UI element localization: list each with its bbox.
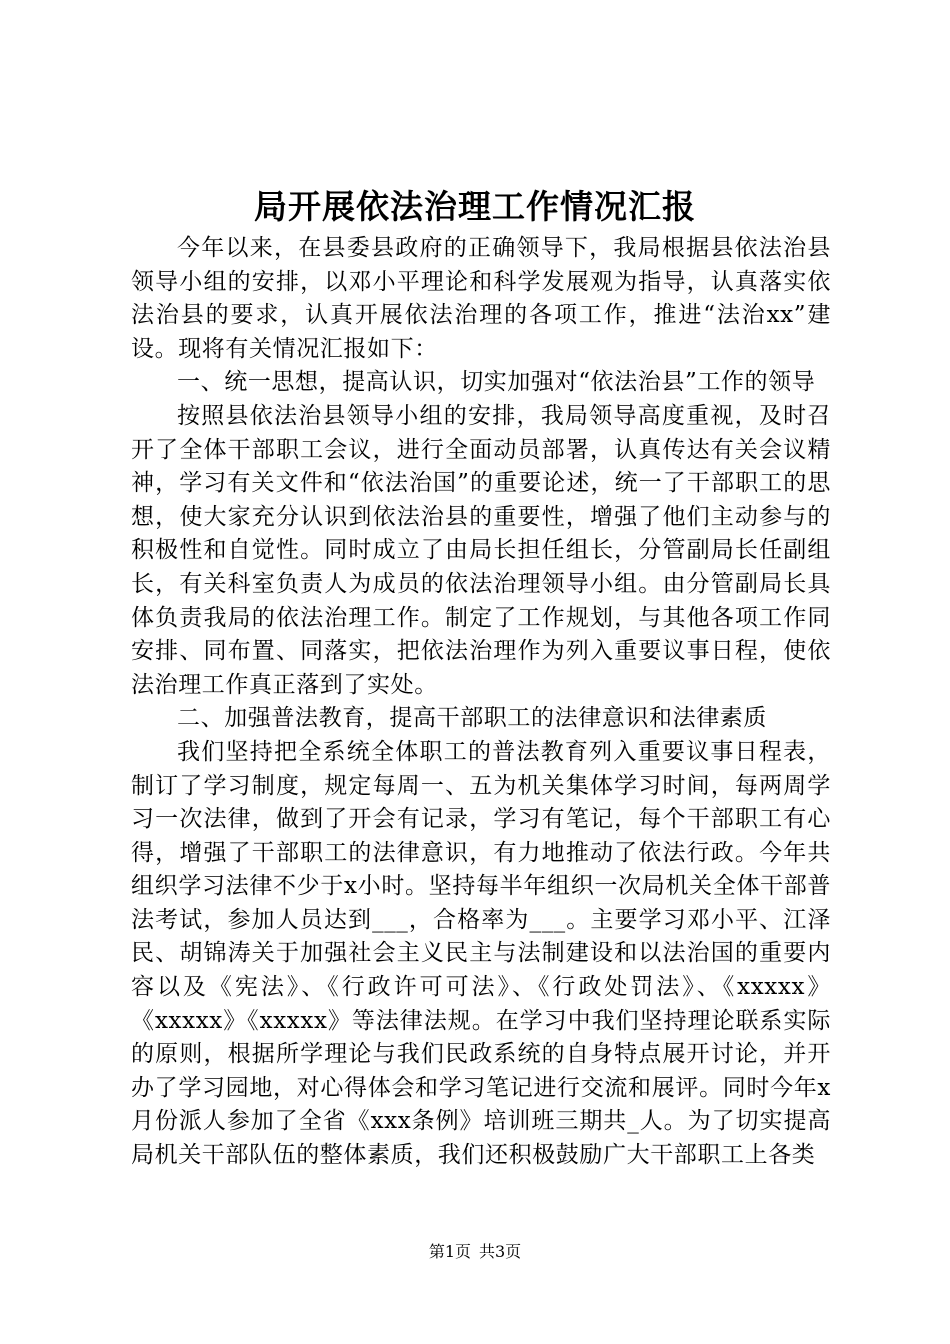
section-heading-1: 一、统一思想，提高认识，切实加强对“依法治县”工作的领导 <box>177 369 816 396</box>
document-body <box>131 232 831 1173</box>
paragraph-intro: 今年以来，在县委县政府的正确领导下，我局根据县依法治县领导小组的安排，以邓小平理论和科学发展观为指导，认真落实依法治县的要求，认真开展依法治理的各项工作，推进“法治xx”建设。现将有关情况汇报如下： <box>131 235 831 362</box>
page-total: 共3页 <box>479 1242 522 1261</box>
document-title: 局开展依法治理工作情况汇报 <box>254 187 696 226</box>
section-heading-2: 二、加强普法教育，提高干部职工的法律意识和法律素质 <box>177 705 767 732</box>
paragraph-section-2: 我们坚持把全系统全体职工的普法教育列入重要议事日程表，制订了学习制度，规定每周一、五为机关集体学习时间，每两周学习一次法律，做到了开会有记录，学习有笔记，每个干部职工有心得，增强了干部职工的法律意识，有力地推动了依法行政。今年共组织学习法律不少于x小时。坚持每半年组织一次局机关全体干部普法考试，参加人员达到___，合格率为___。主要学习邓小平、江泽民、胡锦涛关于加强社会主义民主与法制建设和以法治国的重要内容以及《宪法》、《行政许可可法》、《行政处罚法》、《xxxxx》《xxxxx》《xxxxx》等法律法规。在学习中我们坚持理论联系实际的原则，根据所学理论与我们民政系统的自身特点展开讨论，并开办了学习园地，对心得体会和学习笔记进行交流和展评。同时今年x月份派人参加了全省《xxx条例》培训班三期共_人。为了切实提高局机关干部队伍的整体素质，我们还积极鼓励广大干部职工上各类 <box>131 738 831 1169</box>
page-number: 第1页 <box>428 1242 471 1261</box>
paragraph-section-1: 按照县依法治县领导小组的安排，我局领导高度重视，及时召开了全体干部职工会议，进行全面动员部署，认真传达有关会议精神，学习有关文件和“依法治国”的重要论述，统一了干部职工的思想，使大家充分认识到依法治县的重要性，增强了他们主动参与的积极性和自觉性。同时成立了由局长担任组长，分管副局长任副组长，有关科室负责人为成员的依法治理领导小组。由分管副局长具体负责我局的依法治理工作。制定了工作规划，与其他各项工作同安排、同布置、同落实，把依法治理作为列入重要议事日程，使依法治理工作真正落到了实处。 <box>131 402 831 698</box>
page-footer <box>0 1242 950 1262</box>
